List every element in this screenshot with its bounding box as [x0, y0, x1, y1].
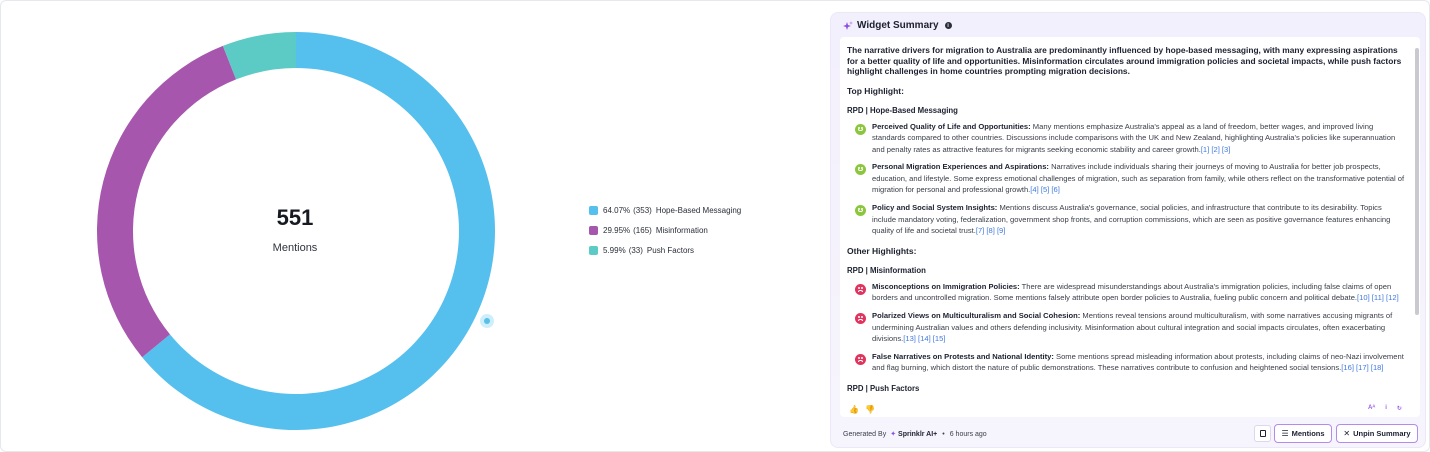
highlight-text: [872, 281, 1405, 304]
font-size-icon[interactable]: Aᴬ: [1368, 405, 1376, 411]
highlight-text: [872, 121, 1405, 156]
text-tools: [1368, 405, 1402, 412]
highlight-body: Mentions reveal tensions around multiculturalism, with some narratives accusing migrants of undermining Australian values and others defending inclusivity. Misinformation about cultural integration and social impacts circulates, often exacerbating divisions.: [872, 311, 1393, 344]
positive-sentiment-icon: [855, 205, 866, 216]
citation-links[interactable]: [13] [14] [15]: [903, 334, 946, 344]
legend-percent: 5.99%: [603, 245, 626, 255]
total-mentions-label: Mentions: [272, 242, 318, 254]
citation-links[interactable]: [4] [5] [6]: [1030, 185, 1060, 195]
highlight-text: [872, 161, 1405, 196]
citation-links[interactable]: [16] [17] [18]: [1341, 363, 1384, 373]
legend-percent: 64.07%: [603, 205, 631, 215]
citation-links[interactable]: [1] [2] [3]: [1200, 144, 1231, 154]
total-mentions-value: 551: [276, 205, 314, 230]
highlight-item: [847, 281, 1405, 304]
highlight-title: Polarized Views on Multiculturalism and Social Cohesion:: [872, 311, 1081, 321]
info-icon[interactable]: i: [945, 22, 952, 29]
italic-icon[interactable]: i: [1385, 405, 1387, 411]
legend-swatch-misinformation: [589, 226, 598, 235]
citation-links[interactable]: [10] [11] [12]: [1357, 293, 1399, 303]
citation-links[interactable]: [7] [8] [9]: [975, 226, 1006, 236]
legend-count: (33): [628, 245, 643, 255]
mentions-button[interactable]: [1274, 424, 1332, 443]
highlight-item: [847, 351, 1405, 374]
donut-slice-push-factors[interactable]: [223, 32, 296, 79]
push-factors-group: RPD | Push Factors: [847, 384, 920, 393]
donut-chart[interactable]: [81, 19, 511, 449]
mentions-button-label: Mentions: [1291, 429, 1325, 438]
widget-summary-panel: [830, 12, 1426, 448]
unpin-button-label: Unpin Summary: [1353, 429, 1411, 438]
chart-legend: [589, 200, 741, 260]
other-highlights-group: RPD | Misinformation: [847, 265, 926, 275]
highlight-item: [847, 121, 1405, 156]
summary-scroll-area[interactable]: [840, 37, 1412, 417]
legend-label: Push Factors: [646, 245, 695, 255]
summary-scrollbar[interactable]: [1415, 48, 1419, 315]
brand-sparkle-icon: ✦: [890, 431, 897, 438]
top-highlight-heading: Top Highlight:: [847, 85, 904, 96]
top-highlight-group: RPD | Hope-Based Messaging: [847, 105, 958, 115]
brand-name: [890, 430, 937, 438]
legend-item-hope[interactable]: [589, 200, 741, 220]
refresh-icon[interactable]: ↻: [1396, 406, 1402, 412]
highlight-body: There are widespread misunderstandings about Australia's immigration policies, including false claims of open borders and uncontrolled migration. Some mentions falsely attribute open border policies to Australia, fueling public concern and political debate.: [872, 281, 1392, 303]
thumbs-down-icon[interactable]: 👎: [864, 405, 875, 414]
feedback-buttons: [849, 405, 875, 414]
negative-sentiment-icon: [855, 354, 866, 365]
legend-count: (353): [633, 205, 652, 215]
highlight-body: Some mentions spread misleading information about protests, including claims of neo-Nazi involvement and flag burning, which distort the nature of public demonstrations. These narratives contribute to confusion and heightened social tensions.: [872, 351, 1404, 373]
legend-item-misinformation[interactable]: [589, 220, 741, 240]
legend-label: Misinformation: [655, 225, 708, 235]
pin-marker-icon[interactable]: [480, 314, 494, 328]
highlight-title: Misconceptions on Immigration Policies:: [872, 281, 1020, 291]
highlight-body: Many mentions emphasize Australia's appeal as a land of freedom, better wages, and improved living standards compared to other countries. Discussions include comparisons with the UK and New Zealand, highlighting Australia's policies like superannuation and penalty rates as attractive features for migrants seeking economic stability and career growth.: [872, 121, 1396, 154]
unpin-summary-button[interactable]: [1336, 424, 1418, 443]
summary-intro: The narrative drivers for migration to Australia are predominantly influenced by hope-based messaging, with many expressing aspirations for a better quality of life and opportunities. Misinformation circulates around immigration policies and societal impacts, while push factors highlight challenges in home countries prompting migration decisions.: [847, 45, 1402, 76]
unpin-icon: ✕: [1343, 429, 1351, 438]
copy-icon: [1260, 430, 1266, 437]
positive-sentiment-icon: [855, 164, 866, 175]
generated-by-label: Generated By: [843, 430, 887, 438]
highlight-item: [847, 310, 1405, 345]
panel-header: [843, 20, 952, 31]
other-highlights-heading: Other Highlights:: [847, 245, 917, 256]
highlight-body: Mentions discuss Australia's governance, social policies, and infrastructure that contribute to its desirability. Topics include mandatory voting, federalization, government shop fronts, and corruption commissions, which are seen as positive governance features enhancing quality of life and societal trust.: [872, 203, 1391, 236]
highlight-title: Perceived Quality of Life and Opportunities:: [872, 121, 1031, 131]
legend-item-push[interactable]: [589, 240, 741, 260]
highlight-text: [872, 202, 1405, 237]
highlight-body: Narratives include individuals sharing their journeys of moving to Australia for better job prospects, education, and lifestyle. Some express emotional challenges of migration, such as separation from family, while others reflect on the transformative potential of migration for personal and professional growth.: [872, 162, 1405, 195]
highlight-text: [872, 310, 1405, 345]
legend-label: Hope-Based Messaging: [655, 205, 742, 215]
negative-sentiment-icon: [855, 284, 866, 295]
highlight-text: [872, 351, 1405, 374]
positive-sentiment-icon: [855, 124, 866, 135]
legend-swatch-hope: [589, 206, 598, 215]
donut-slice-misinformation[interactable]: [97, 46, 236, 357]
highlight-title: Personal Migration Experiences and Aspirations:: [872, 162, 1049, 172]
negative-sentiment-icon: [855, 313, 866, 324]
highlight-title: False Narratives on Protests and National Identity:: [872, 351, 1054, 361]
legend-count: (165): [633, 225, 652, 235]
generated-by-footer: [843, 430, 987, 438]
highlight-item: [847, 161, 1405, 196]
brand-label: Sprinklr AI+: [898, 431, 938, 438]
legend-percent: 29.95%: [603, 225, 631, 235]
sparkle-icon: [843, 21, 853, 31]
footer-separator: •: [942, 430, 945, 438]
list-icon: ☰: [1281, 429, 1289, 438]
panel-title: Widget Summary: [857, 20, 939, 31]
summary-content[interactable]: [840, 37, 1420, 417]
highlight-title: Policy and Social System Insights:: [872, 203, 998, 213]
legend-swatch-push: [589, 246, 598, 255]
highlight-item: [847, 202, 1405, 237]
generated-time: 6 hours ago: [949, 430, 987, 438]
copy-button[interactable]: [1254, 425, 1271, 442]
thumbs-up-icon[interactable]: 👍: [849, 405, 859, 414]
